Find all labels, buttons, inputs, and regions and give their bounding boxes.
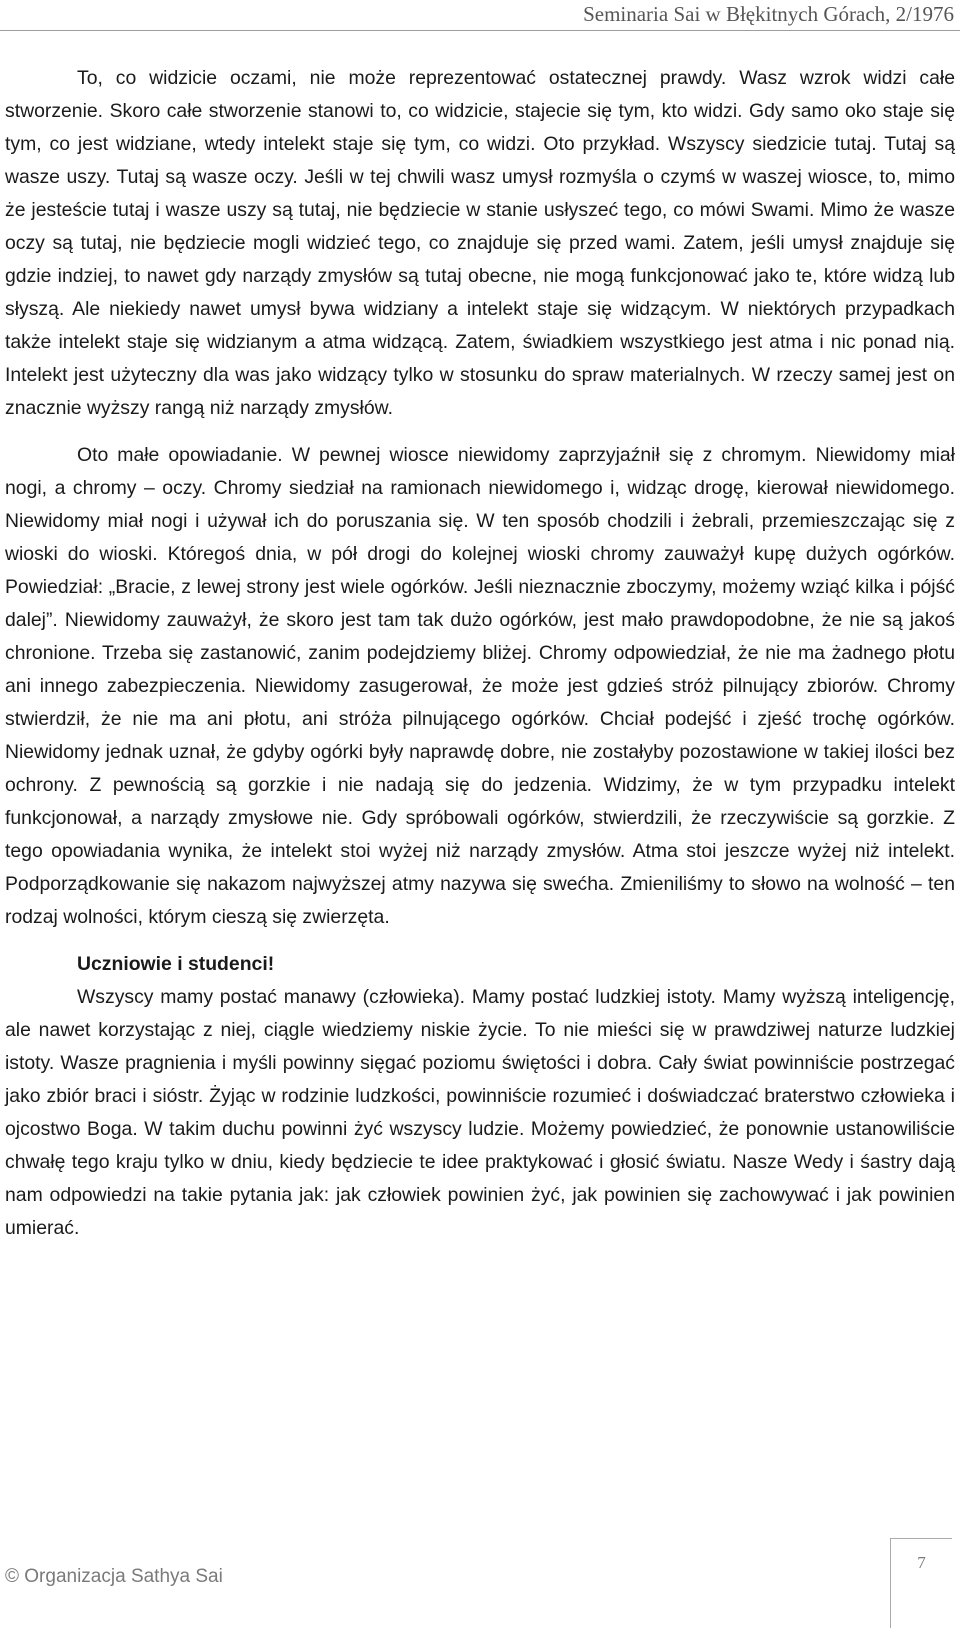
running-header: Seminaria Sai w Błękitnych Górach, 2/1976 — [583, 2, 954, 26]
page-number: 7 — [890, 1538, 952, 1628]
paragraph-1: To, co widzicie oczami, nie może reprezentować ostatecznej prawdy. Wasz wzrok widzi całe stworzenie. Skoro całe stworzenie stanowi to, co widzicie, stajecie się tym, kto widzi. Gdy samo oko staje się tym, co jest widziane, wtedy intelekt staje się tym, co widzi. Oto przykład. Wszyscy siedzicie tutaj. Tutaj są wasze uszy. Tutaj są wasze oczy. Jeśli w tej chwili wasz umysł rozmyśla o czymś w waszej wiosce, to, mimo że jesteście tutaj i wasze uszy są tutaj, nie będziecie w stanie usłyszeć tego, co mówi Swami. Mimo że wasze oczy są tutaj, nie będziecie mogli widzieć tego, co znajduje się przed wami. Zatem, jeśli umysł znajduje się gdzie indziej, to nawet gdy narządy zmysłów są tutaj obecne, nie mogą funkcjonować jako te, które widzą lub słyszą. Ale niekiedy nawet umysł bywa widziany a intelekt staje się widzącym. W niektórych przypadkach także intelekt staje się widzianym a atma widzącą. Zatem, świadkiem wszystkiego jest atma i nic ponad nią. Intelekt jest użyteczny dla was jako widzący tylko w stosunku do spraw materialnych. W rzeczy samej jest on znacznie wyższy rangą niż narządy zmysłów. — [5, 67, 955, 419]
section-heading: Uczniowie i studenci! — [77, 953, 275, 975]
footer-copyright: © Organizacja Sathya Sai — [5, 1566, 223, 1587]
paragraph-2: Oto małe opowiadanie. W pewnej wiosce niewidomy zaprzyjaźnił się z chromym. Niewidomy miał nogi, a chromy – oczy. Chromy siedział na ramionach niewidomego i, widząc drogę, kierował niewidomego. Niewidomy miał nogi i używał ich do poruszania się. W ten sposób chodzili i żebrali, przemieszczając się z wioski do wioski. Któregoś dnia, w pół drogi do kolejnej wioski chromy zauważył kupę dużych ogórków. Powiedział: „Bracie, z lewej strony jest wiele ogórków. Jeśli nieznacznie zboczymy, możemy wziąć kilka i pójść dalej”. Niewidomy zauważył, że skoro jest tam tak dużo ogórków, jest mało prawdopodobne, że nie są jakoś chronione. Trzeba się zastanowić, zanim podejdziemy bliżej. Chromy odpowiedział, że nie ma żadnego płotu ani innego zabezpieczenia. Niewidomy zasugerował, że może jest gdzieś stróż pilnujący zbiorów. Chromy stwierdził, że nie ma ani płotu, ani stróża pilnującego ogórków. Chciał podejść i zjeść trochę ogórków. Niewidomy jednak uznał, że gdyby ogórki były naprawdę dobre, nie zostałyby pozostawione w takiej ilości bez ochrony. Z pewnością są gorzkie i nie nadają się do jedzenia. Widzimy, że w tym przypadku intelekt funkcjonował, a narządy zmysłowe nie. Gdy spróbowali ogórków, stwierdzili, że rzeczywiście są gorzkie. Z tego opowiadania wynika, że intelekt stoi wyżej niż narządy zmysłów. Atma stoi jeszcze wyżej niż intelekt. Podporządkowanie się nakazom najwyższej atmy nazywa się swećha. Zmieniliśmy to słowo na wolność – ten rodzaj wolności, którym cieszą się zwierzęta. — [5, 444, 955, 928]
paragraph-3: Wszyscy mamy postać manawy (człowieka). Mamy postać ludzkiej istoty. Mamy wyższą inteligencję, ale nawet korzystając z niej, ciągle wiedziemy niskie życie. To nie mieści się w prawdziwej naturze ludzkiej istoty. Wasze pragnienia i myśli powinny sięgać poziomu świętości i dobra. Cały świat powinniście postrzegać jako zbiór braci i sióstr. Żyjąc w rodzinie ludzkości, powinniście rozumieć i doświadczać braterstwo człowieka i ojcostwo Boga. W takim duchu powinni żyć wszyscy ludzie. Możemy powiedzieć, że ponownie ustanowiliście chwałę tego kraju tylko w dniu, kiedy będziecie te idee praktykować i głosić światu. Nasze Wedy i śastry dają nam odpowiedzi na takie pytania jak: jak człowiek powinien żyć, jak powinien się zachowywać i jak powinien umierać. — [5, 986, 955, 1239]
header-divider — [0, 30, 960, 31]
body-text — [5, 62, 955, 1245]
